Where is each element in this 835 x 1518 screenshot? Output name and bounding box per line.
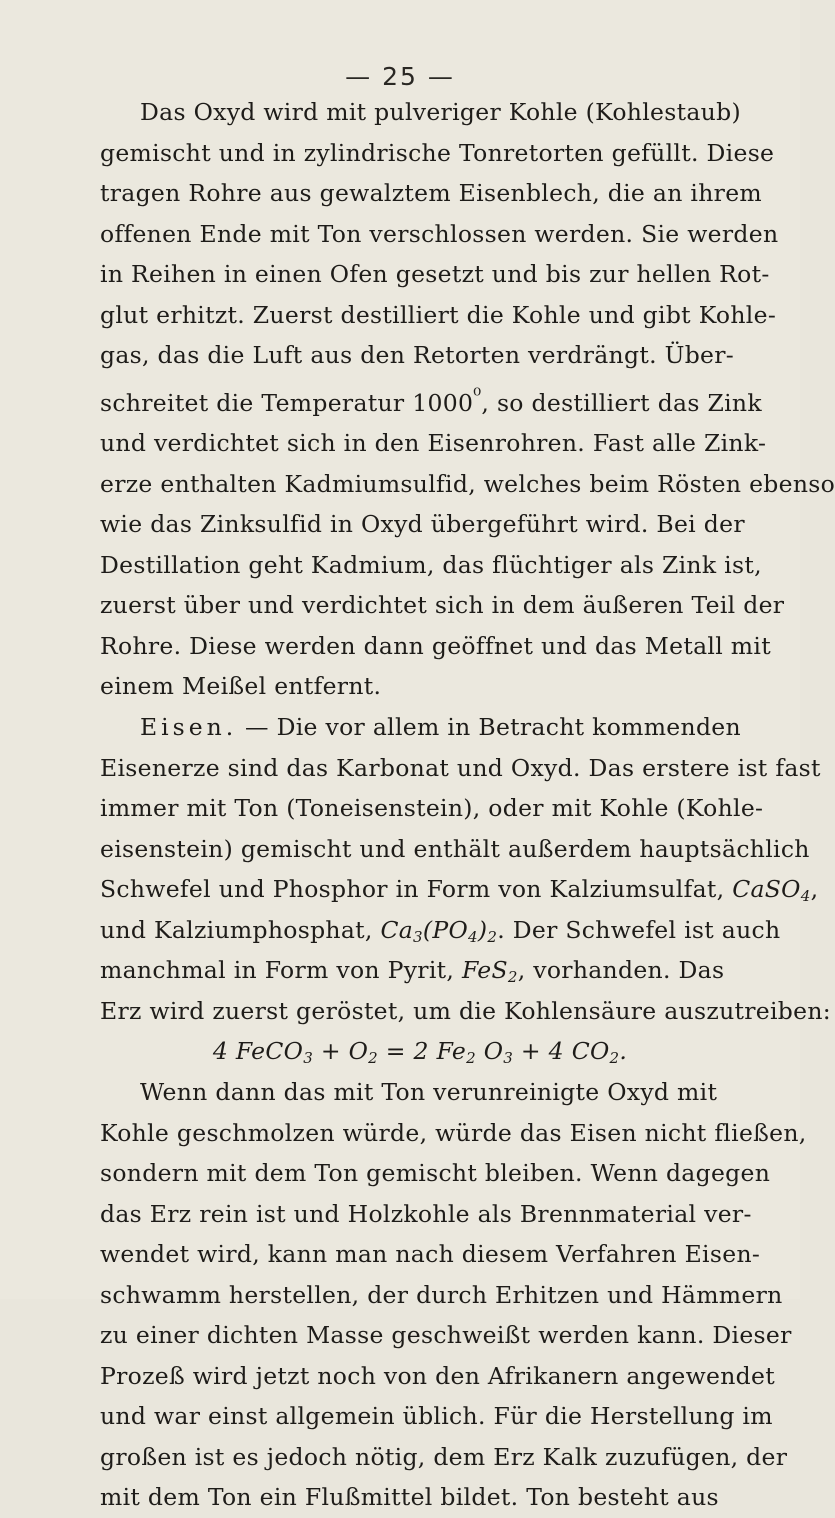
- text-line: Eisenerze sind das Karbonat und Oxyd. Das erstere ist fast: [100, 753, 821, 782]
- text-line: [100, 950, 725, 991]
- text-line: sondern mit dem Ton gemischt bleiben. Wenn dagegen: [100, 1159, 771, 1188]
- formula-subscript: 2: [507, 968, 518, 987]
- text-line: Das Oxyd wird mit pulveriger Kohle (Kohlestaub): [140, 98, 741, 126]
- text-line: Rohre. Diese werden dann geöffnet und das Metall mit: [100, 631, 771, 660]
- page-number: — 25 —: [345, 62, 455, 91]
- formula-part: O: [475, 1037, 504, 1066]
- text-fragment: Schwefel und Phosphor in Form von Kalziumsulfat,: [100, 875, 733, 904]
- text-line: wendet wird, kann man nach diesem Verfahren Eisen-: [100, 1240, 761, 1269]
- text-line: in Reihen in einen Ofen gesetzt und bis zur hellen Rot-: [100, 260, 770, 289]
- degree-sign: ⁰: [473, 383, 482, 407]
- text-line: erze enthalten Kadmiumsulfid, welches beim Rösten ebenso: [100, 469, 835, 498]
- formula-subscript: 3: [503, 1049, 514, 1068]
- formula-part: 4 FeCO: [212, 1037, 304, 1066]
- text-line: großen ist es jedoch nötig, dem Erz Kalk zuzufügen, der: [100, 1442, 788, 1471]
- text-fragment: , so destilliert das Zink: [481, 388, 762, 417]
- text-fragment: , vorhanden. Das: [517, 956, 725, 985]
- formula-subscript: 2: [466, 1049, 476, 1068]
- text-line: offenen Ende mit Ton verschlossen werden. Sie werden: [100, 219, 779, 248]
- text-line: Erz wird zuerst geröstet, um die Kohlensäure auszutreiben:: [100, 996, 832, 1025]
- formula-subscript: 4: [800, 887, 811, 906]
- formula-subscript: 2: [609, 1049, 620, 1068]
- text-line: gemischt und in zylindrische Tonretorten gefüllt. Diese: [100, 138, 775, 167]
- text-line: gas, das die Luft aus den Retorten verdrängt. Über-: [100, 341, 735, 370]
- text-line: immer mit Ton (Toneisenstein), oder mit Kohle (Kohle-: [100, 794, 764, 823]
- text-line: Wenn dann das mit Ton verunreinigte Oxyd mit: [140, 1077, 718, 1106]
- formula-subscript: 3: [413, 927, 423, 946]
- chemical-formula: [461, 956, 518, 987]
- text-line: glut erhitzt. Zuerst destilliert die Kohle und gibt Kohle-: [100, 300, 777, 329]
- text-line: tragen Rohre aus gewalztem Eisenblech, die an ihrem: [100, 179, 762, 208]
- text-line: und war einst allgemein üblich. Für die Herstellung im: [100, 1402, 773, 1431]
- text-line: [100, 869, 819, 910]
- text-line: Prozeß wird jetzt noch von den Afrikanern angewendet: [100, 1361, 775, 1390]
- text-line: zuerst über und verdichtet sich in dem äußeren Teil der: [100, 591, 785, 620]
- text-line: [100, 376, 762, 423]
- formula-subscript: 2: [368, 1049, 379, 1068]
- text-fragment: — Die vor allem in Betracht kommenden: [237, 713, 741, 742]
- formula-part: Ca: [380, 915, 414, 944]
- text-line: einem Meißel entfernt.: [100, 672, 382, 701]
- text-fragment: . Der Schwefel ist auch: [497, 915, 781, 944]
- chemical-equation: [100, 1031, 700, 1072]
- section-line: [100, 707, 741, 748]
- text-line: Kohle geschmolzen würde, würde das Eisen nicht fließen,: [100, 1118, 807, 1147]
- text-line: eisenstein) gemischt und enthält außerdem hauptsächlich: [100, 834, 810, 863]
- text-line: zu einer dichten Masse geschweißt werden kann. Dieser: [100, 1321, 792, 1350]
- formula-part: = 2 Fe: [378, 1037, 467, 1066]
- formula-part: (PO: [422, 915, 469, 944]
- formula-part: FeS: [461, 956, 508, 985]
- text-fragment: schreitet die Temperatur 1000: [100, 388, 474, 417]
- formula-part: + O: [313, 1037, 369, 1066]
- chemical-formula: [732, 875, 811, 906]
- text-line: das Erz rein ist und Holzkohle als Brennmaterial ver-: [100, 1199, 752, 1228]
- text-line: mit dem Ton ein Flußmittel bildet. Ton besteht aus: [100, 1483, 719, 1512]
- text-fragment: und Kalziumphosphat,: [100, 915, 381, 944]
- chemical-formula: [380, 916, 497, 944]
- formula-part: CaSO: [732, 875, 801, 904]
- text-line: schwamm herstellen, der durch Erhitzen und Hämmern: [100, 1280, 783, 1309]
- text-line: [100, 910, 781, 951]
- text-fragment: ,: [810, 875, 819, 904]
- text-fragment: manchmal in Form von Pyrit,: [100, 956, 462, 985]
- body-text: [100, 92, 835, 1518]
- text-line: wie das Zinksulfid in Oxyd übergeführt wird. Bei der: [100, 510, 745, 539]
- formula-part: + 4 CO: [513, 1037, 610, 1066]
- formula-part: ): [477, 915, 488, 944]
- text-line: Destillation geht Kadmium, das flüchtiger als Zink ist,: [100, 550, 762, 579]
- section-heading: Eisen.: [140, 713, 238, 742]
- formula-part: .: [619, 1037, 628, 1066]
- text-line: und verdichtet sich in den Eisenrohren. Fast alle Zink-: [100, 429, 767, 458]
- formula-subscript: 4: [468, 927, 478, 946]
- formula-subscript: 3: [303, 1049, 314, 1068]
- formula-subscript: 2: [487, 927, 498, 946]
